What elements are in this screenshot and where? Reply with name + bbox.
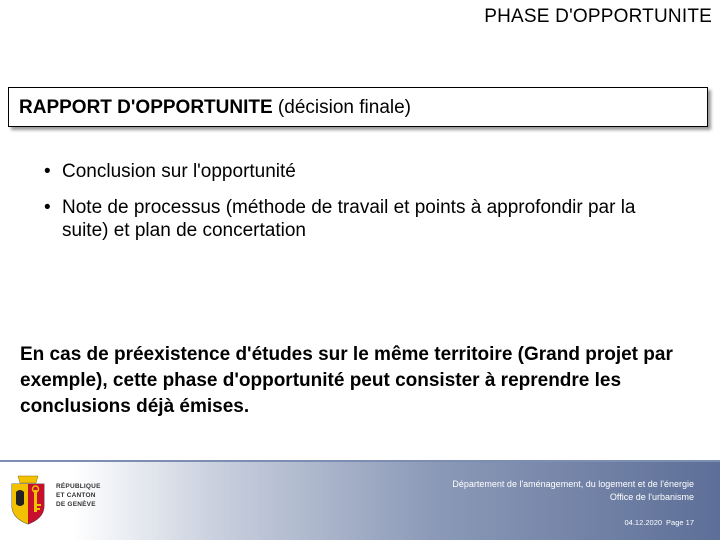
report-title [19, 97, 411, 119]
crest-line: RÉPUBLIQUE [56, 483, 101, 490]
report-title-box [8, 87, 708, 127]
bullet-item [44, 160, 684, 183]
crest-wordmark [56, 482, 101, 509]
geneva-crest-icon [8, 474, 48, 526]
bullet-item [44, 196, 684, 242]
report-title-bold: RAPPORT D'OPPORTUNITE [19, 97, 273, 118]
bullet-marker: • [44, 197, 51, 218]
office-name: Office de l'urbanisme [609, 492, 694, 502]
bullet-list [44, 160, 684, 255]
bullet-text: Conclusion sur l'opportunité [62, 161, 296, 182]
footer-divider [0, 460, 720, 462]
bullet-marker: • [44, 161, 51, 182]
department-name: Département de l'aménagement, du logement et de l'énergie [452, 479, 694, 489]
bullet-text: Note de processus (méthode de travail et points à approfondir par la suite) et plan de concertation [62, 197, 636, 241]
conclusion-paragraph: En cas de préexistence d'études sur le même territoire (Grand projet par exemple), cette phase d'opportunité peut consister à reprendre les conclusions déjà émises. [20, 344, 673, 417]
crest-line: DE GENÈVE [56, 501, 96, 508]
report-title-rest: (décision finale) [272, 97, 411, 118]
slide-meta [625, 518, 695, 527]
slide-page-number: Page 17 [666, 518, 694, 527]
department-info [452, 478, 694, 504]
footer-band [0, 460, 720, 540]
page-title: PHASE D'OPPORTUNITE [484, 6, 712, 27]
crest-line: ET CANTON [56, 492, 96, 499]
slide-date: 04.12.2020 [624, 518, 663, 527]
